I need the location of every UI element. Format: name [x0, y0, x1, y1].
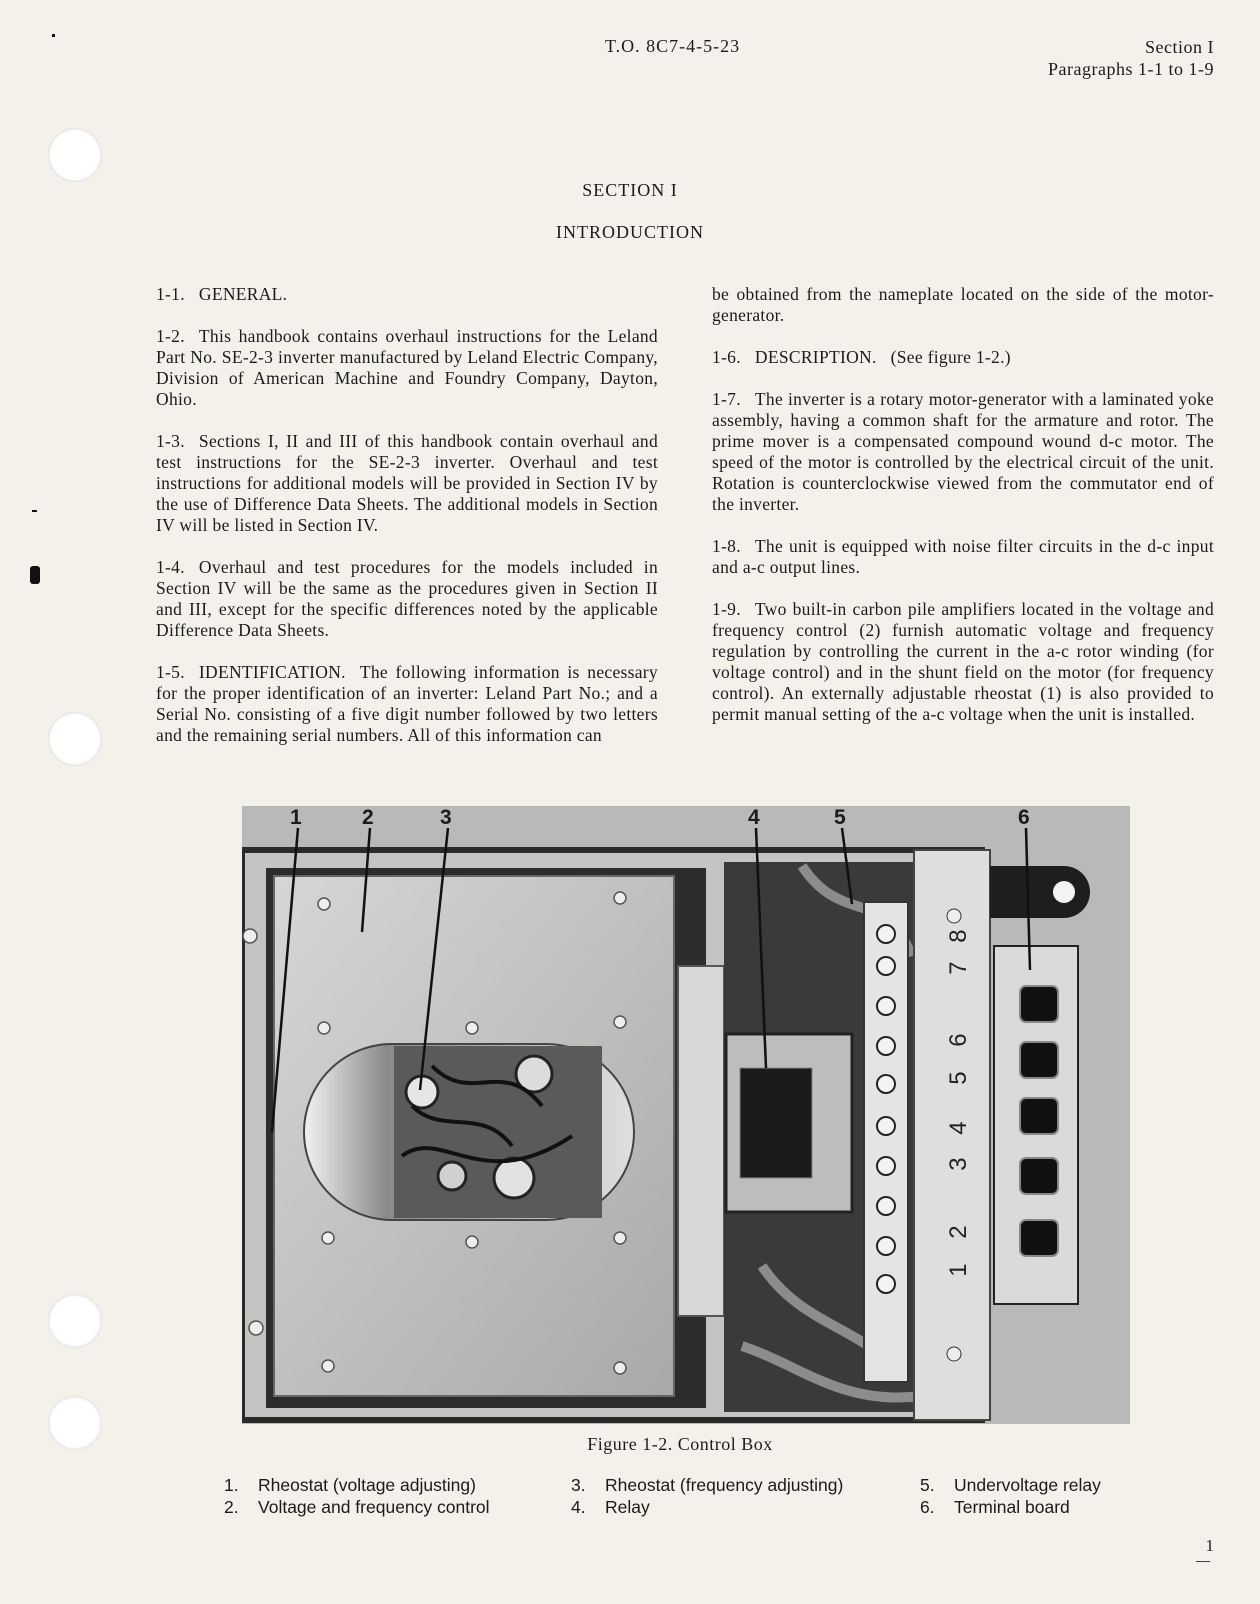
paragraph-number: 1-7. [712, 389, 741, 409]
legend-number: 4. [571, 1497, 586, 1517]
binder-hole [48, 128, 102, 182]
legend-number: 5. [920, 1475, 935, 1495]
paragraph-number: 1-6. [712, 347, 741, 367]
left-column [156, 284, 658, 767]
paragraph-number: 1-3. [156, 431, 185, 451]
paragraph-1-8 [712, 536, 1214, 578]
section-subtitle: INTRODUCTION [556, 222, 704, 242]
terminal-label-3: 3 [945, 1157, 972, 1171]
edge-mark [32, 510, 37, 512]
header-right [1048, 36, 1214, 80]
paragraph-text: The unit is equipped with noise filter circuits in the d-c input and a-c output lines. [712, 536, 1214, 577]
binder-hole [48, 1294, 102, 1348]
legend-text: Voltage and frequency control [258, 1497, 490, 1517]
legend-text: Relay [605, 1497, 650, 1517]
legend-item [224, 1474, 490, 1496]
callout-5: 5 [834, 806, 846, 829]
legend-column-3 [920, 1474, 1101, 1518]
legend-item [920, 1496, 1101, 1518]
to-number: T.O. 8C7-4-5-23 [605, 36, 741, 56]
legend-item [571, 1496, 843, 1518]
terminal-label-8: 8 [945, 929, 972, 943]
paragraph-text: This handbook contains overhaul instructions for the Leland Part No. SE-2-3 inverter manufactured by Leland Electric Company, Division of American Machine and Foundry Company, Dayton, Ohio. [156, 326, 658, 409]
legend-column-1 [224, 1474, 490, 1518]
legend-number: 1. [224, 1475, 239, 1495]
callout-4: 4 [748, 806, 760, 829]
legend-number: 3. [571, 1475, 586, 1495]
legend-item [920, 1474, 1101, 1496]
callout-1: 1 [290, 806, 302, 829]
paragraph-text: The following information is necessary for the proper identification of an inverter: Leland Part No.; and a Serial No. consisting of a five digit number followed by two letters and the remaining serial numbers. All of this information can [156, 662, 658, 745]
legend-item [571, 1474, 843, 1496]
paragraph-number: 1-8. [712, 536, 741, 556]
paragraph-text: The inverter is a rotary motor-generator with a laminated yoke assembly, having a common shaft for the armature and rotor. The prime mover is a compensated compound wound d-c motor. The speed of the motor is controlled by the electrical circuit of the unit. Rotation is counterclockwise viewed from the commutator end of the inverter. [712, 389, 1214, 514]
paragraph-heading: IDENTIFICATION. [198, 662, 346, 682]
paragraph-heading: GENERAL. [198, 284, 288, 304]
paragraph-text: Overhaul and test procedures for the models included in Section IV will be the same as the procedures given in Section II and III, except for the specific differences noted by the applicable Difference Data Sheets. [156, 557, 658, 640]
paragraph-number: 1-5. [156, 662, 185, 682]
paragraph-1-9 [712, 599, 1214, 725]
terminal-label-5: 5 [945, 1071, 972, 1085]
paragraph-number: 1-4. [156, 557, 185, 577]
legend-number: 6. [920, 1497, 935, 1517]
legend-column-2 [571, 1474, 843, 1518]
legend-number: 2. [224, 1497, 239, 1517]
terminal-label-4: 4 [945, 1121, 972, 1135]
section-label: Section I [1145, 37, 1214, 57]
paragraph-1-5-continued: be obtained from the nameplate located on the side of the motor-generator. [712, 284, 1214, 325]
paragraph-number: 1-2. [156, 326, 185, 346]
paragraph-1-7 [712, 389, 1214, 515]
control-box-photo [242, 806, 1130, 1424]
page-number-rule [1196, 1561, 1210, 1562]
legend-text: Undervoltage relay [954, 1475, 1101, 1495]
paragraph-1-4 [156, 557, 658, 641]
paragraph-text: Two built-in carbon pile amplifiers located in the voltage and frequency control (2) furnish automatic voltage and frequency regulation by controlling the current in the a-c rotor winding (for voltage control) and in the shunt field on the motor (for frequency control). An externally adjustable rheostat (1) is also provided to permit manual setting of the a-c voltage when the unit is installed. [712, 599, 1214, 724]
paragraph-1-5 [156, 662, 658, 746]
terminal-label-2: 2 [945, 1225, 972, 1239]
legend-text: Rheostat (frequency adjusting) [605, 1475, 844, 1495]
edge-mark [30, 566, 40, 584]
section-title: SECTION I [582, 180, 678, 200]
page-number: 1 [1205, 1536, 1214, 1555]
legend-text: Rheostat (voltage adjusting) [258, 1475, 476, 1495]
callout-3: 3 [440, 806, 452, 829]
control-box-illustration [242, 806, 1130, 1424]
paragraph-number: 1-1. [156, 284, 185, 304]
binder-hole [48, 712, 102, 766]
terminal-label-7: 7 [945, 961, 972, 975]
legend-text: Terminal board [954, 1497, 1070, 1517]
legend-item [224, 1496, 490, 1518]
paragraph-1-2 [156, 326, 658, 410]
figure-caption: Figure 1-2. Control Box [587, 1434, 773, 1454]
terminal-label-6: 6 [945, 1033, 972, 1047]
callout-2: 2 [362, 806, 374, 829]
paragraph-heading: DESCRIPTION. [754, 347, 877, 367]
paragraphs-range: Paragraphs 1-1 to 1-9 [1048, 59, 1214, 79]
paragraph-1-1 [156, 284, 658, 305]
edge-mark [52, 34, 55, 37]
terminal-label-1: 1 [945, 1263, 972, 1277]
paragraph-text: (See figure 1-2.) [890, 347, 1011, 367]
callout-6: 6 [1018, 806, 1030, 829]
right-column [712, 284, 1214, 746]
paragraph-text: Sections I, II and III of this handbook contain overhaul and test instructions for the SE-2-3 inverter. Overhaul and test instructions for additional models will be provided in Section IV by the use of Difference Data Sheets. The additional models in Section IV will be listed in Section IV. [156, 431, 658, 535]
paragraph-1-3 [156, 431, 658, 536]
paragraph-number: 1-9. [712, 599, 741, 619]
paragraph-1-6 [712, 347, 1214, 368]
